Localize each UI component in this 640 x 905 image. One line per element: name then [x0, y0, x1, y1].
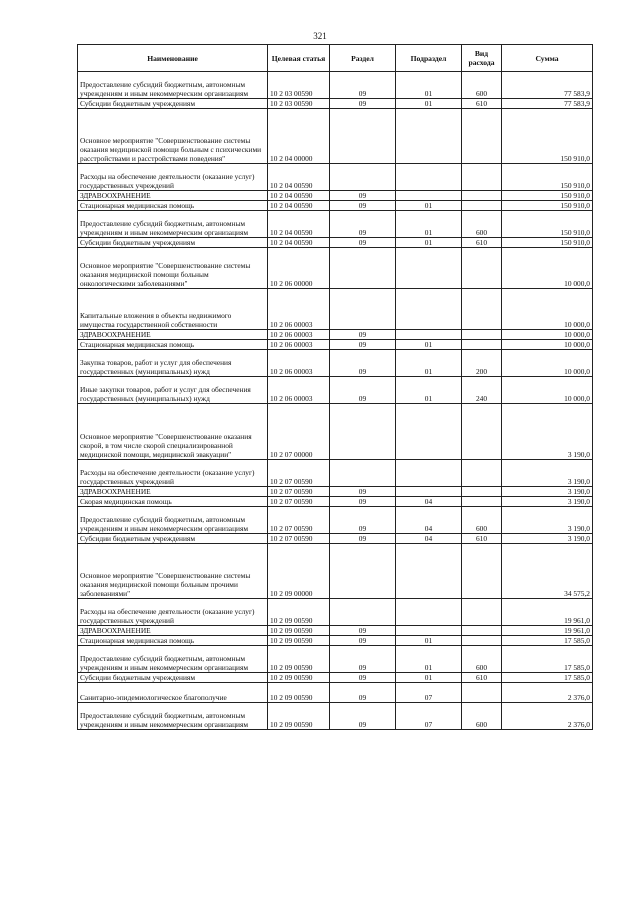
table-row	[78, 72, 593, 99]
cell-type: 610	[462, 673, 502, 683]
cell-sum: 150 910,0	[502, 201, 593, 211]
cell-subsection: 01	[396, 340, 462, 350]
cell-name: Субсидии бюджетным учреждениям	[78, 238, 268, 248]
cell-name: Иные закупки товаров, работ и услуг для обеспечения государственных (муниципальных) нужд	[78, 377, 268, 404]
cell-name: Закупка товаров, работ и услуг для обеспечения государственных (муниципальных) нужд	[78, 350, 268, 377]
table-row	[78, 507, 593, 534]
cell-name: Предоставление субсидий бюджетным, автономным учреждениям и иным некоммерческим организациям	[78, 646, 268, 673]
header-subsection: Подраздел	[396, 45, 462, 72]
table-row	[78, 646, 593, 673]
cell-sum: 3 190,0	[502, 534, 593, 544]
cell-subsection: 04	[396, 534, 462, 544]
cell-code: 10 2 09 00590	[268, 599, 330, 626]
cell-name: Капитальные вложения в объекты недвижимого имущества государственной собственности	[78, 289, 268, 330]
cell-section: 09	[330, 330, 396, 340]
cell-sum: 34 575,2	[502, 544, 593, 599]
table-body	[78, 72, 593, 730]
cell-code: 10 2 04 00590	[268, 201, 330, 211]
cell-code: 10 2 07 00590	[268, 460, 330, 487]
cell-name: Скорая медицинская помощь	[78, 497, 268, 507]
cell-type	[462, 636, 502, 646]
cell-section	[330, 248, 396, 289]
table-row	[78, 248, 593, 289]
cell-code: 10 2 06 00003	[268, 289, 330, 330]
cell-section: 09	[330, 191, 396, 201]
cell-sum: 150 910,0	[502, 211, 593, 238]
cell-type: 240	[462, 377, 502, 404]
cell-subsection: 07	[396, 703, 462, 730]
table-row	[78, 460, 593, 487]
cell-section: 09	[330, 626, 396, 636]
cell-type	[462, 201, 502, 211]
cell-type	[462, 330, 502, 340]
cell-name: Расходы на обеспечение деятельности (оказание услуг) государственных учреждений	[78, 460, 268, 487]
cell-code: 10 2 09 00590	[268, 703, 330, 730]
cell-type	[462, 544, 502, 599]
table-row	[78, 330, 593, 340]
cell-subsection	[396, 164, 462, 191]
cell-subsection: 01	[396, 201, 462, 211]
cell-type	[462, 497, 502, 507]
header-section: Раздел	[330, 45, 396, 72]
table-row	[78, 191, 593, 201]
cell-subsection	[396, 599, 462, 626]
cell-name: Стационарная медицинская помощь	[78, 340, 268, 350]
cell-name: Основное мероприятие "Совершенствование оказания скорой, в том числе скорой специализированной медицинской помощи, медицинской эвакуации"	[78, 404, 268, 460]
table-row	[78, 289, 593, 330]
cell-section: 09	[330, 340, 396, 350]
cell-code: 10 2 09 00590	[268, 673, 330, 683]
cell-subsection: 01	[396, 646, 462, 673]
cell-code: 10 2 04 00590	[268, 238, 330, 248]
cell-sum: 19 961,0	[502, 626, 593, 636]
cell-name: ЗДРАВООХРАНЕНИЕ	[78, 626, 268, 636]
cell-code: 10 2 04 00590	[268, 191, 330, 201]
cell-subsection	[396, 330, 462, 340]
cell-subsection: 01	[396, 238, 462, 248]
cell-code: 10 2 06 00003	[268, 350, 330, 377]
cell-code: 10 2 04 00000	[268, 109, 330, 164]
cell-type: 600	[462, 211, 502, 238]
cell-subsection	[396, 191, 462, 201]
cell-type: 610	[462, 238, 502, 248]
cell-section: 09	[330, 211, 396, 238]
table-row	[78, 626, 593, 636]
cell-section: 09	[330, 646, 396, 673]
cell-sum: 19 961,0	[502, 599, 593, 626]
cell-name: Предоставление субсидий бюджетным, автономным учреждениям и иным некоммерческим организациям	[78, 507, 268, 534]
cell-sum: 3 190,0	[502, 507, 593, 534]
cell-type	[462, 487, 502, 497]
cell-subsection	[396, 289, 462, 330]
cell-section: 09	[330, 201, 396, 211]
header-code: Целевая статья	[268, 45, 330, 72]
cell-code: 10 2 04 00590	[268, 211, 330, 238]
cell-name: ЗДРАВООХРАНЕНИЕ	[78, 191, 268, 201]
cell-type	[462, 340, 502, 350]
cell-name: Субсидии бюджетным учреждениям	[78, 534, 268, 544]
cell-type	[462, 404, 502, 460]
cell-sum: 10 000,0	[502, 340, 593, 350]
cell-code: 10 2 09 00000	[268, 544, 330, 599]
cell-subsection	[396, 626, 462, 636]
cell-code: 10 2 07 00590	[268, 497, 330, 507]
table-row	[78, 534, 593, 544]
table-row	[78, 238, 593, 248]
cell-name: Предоставление субсидий бюджетным, автономным учреждениям и иным некоммерческим организациям	[78, 703, 268, 730]
cell-section	[330, 289, 396, 330]
cell-name: Расходы на обеспечение деятельности (оказание услуг) государственных учреждений	[78, 599, 268, 626]
cell-code: 10 2 03 00590	[268, 99, 330, 109]
cell-name: Стационарная медицинская помощь	[78, 201, 268, 211]
cell-type	[462, 109, 502, 164]
cell-section: 09	[330, 673, 396, 683]
cell-type	[462, 626, 502, 636]
cell-subsection: 01	[396, 673, 462, 683]
cell-sum: 150 910,0	[502, 164, 593, 191]
cell-type: 200	[462, 350, 502, 377]
cell-sum: 2 376,0	[502, 683, 593, 703]
table-row	[78, 703, 593, 730]
cell-sum: 10 000,0	[502, 248, 593, 289]
cell-type: 600	[462, 507, 502, 534]
cell-type: 610	[462, 534, 502, 544]
cell-name: Предоставление субсидий бюджетным, автономным учреждениям и иным некоммерческим организациям	[78, 211, 268, 238]
cell-subsection: 01	[396, 636, 462, 646]
cell-section: 09	[330, 507, 396, 534]
cell-sum: 3 190,0	[502, 497, 593, 507]
cell-sum: 10 000,0	[502, 289, 593, 330]
cell-sum: 150 910,0	[502, 109, 593, 164]
cell-name: Субсидии бюджетным учреждениям	[78, 99, 268, 109]
table-row	[78, 673, 593, 683]
cell-sum: 10 000,0	[502, 350, 593, 377]
table-row	[78, 404, 593, 460]
cell-code: 10 2 04 00590	[268, 164, 330, 191]
cell-sum: 3 190,0	[502, 460, 593, 487]
cell-name: Основное мероприятие "Совершенствование системы оказания медицинской помощи больным онкологическими заболеваниями"	[78, 248, 268, 289]
cell-section: 09	[330, 72, 396, 99]
cell-sum: 2 376,0	[502, 703, 593, 730]
cell-subsection: 01	[396, 211, 462, 238]
header-sum: Сумма	[502, 45, 593, 72]
cell-section: 09	[330, 99, 396, 109]
table-row	[78, 636, 593, 646]
cell-subsection: 01	[396, 350, 462, 377]
budget-table	[77, 44, 593, 730]
page-number: 321	[313, 31, 327, 41]
table-row	[78, 99, 593, 109]
cell-section: 09	[330, 534, 396, 544]
cell-sum: 3 190,0	[502, 404, 593, 460]
cell-name: ЗДРАВООХРАНЕНИЕ	[78, 487, 268, 497]
cell-name: Основное мероприятие "Совершенствование системы оказания медицинской помощи больным с психическими расстройствами и расстройствами поведения"	[78, 109, 268, 164]
cell-code: 10 2 09 00590	[268, 683, 330, 703]
cell-section: 09	[330, 497, 396, 507]
cell-subsection	[396, 487, 462, 497]
cell-code: 10 2 06 00003	[268, 377, 330, 404]
cell-section: 09	[330, 683, 396, 703]
cell-sum: 77 583,9	[502, 99, 593, 109]
table-row	[78, 599, 593, 626]
table-row	[78, 340, 593, 350]
table-row	[78, 487, 593, 497]
cell-sum: 150 910,0	[502, 238, 593, 248]
cell-section	[330, 164, 396, 191]
cell-code: 10 2 06 00003	[268, 330, 330, 340]
cell-sum: 10 000,0	[502, 330, 593, 340]
cell-type	[462, 289, 502, 330]
cell-type: 600	[462, 703, 502, 730]
cell-subsection: 04	[396, 507, 462, 534]
cell-type	[462, 460, 502, 487]
cell-section	[330, 599, 396, 626]
cell-sum: 17 585,0	[502, 646, 593, 673]
cell-type: 610	[462, 99, 502, 109]
cell-section	[330, 544, 396, 599]
cell-code: 10 2 07 00590	[268, 487, 330, 497]
table-row	[78, 211, 593, 238]
table-row	[78, 109, 593, 164]
cell-type	[462, 683, 502, 703]
cell-code: 10 2 07 00590	[268, 534, 330, 544]
cell-sum: 150 910,0	[502, 191, 593, 201]
table-row	[78, 377, 593, 404]
cell-subsection	[396, 248, 462, 289]
cell-name: Субсидии бюджетным учреждениям	[78, 673, 268, 683]
cell-subsection: 01	[396, 99, 462, 109]
cell-subsection	[396, 544, 462, 599]
cell-name: Расходы на обеспечение деятельности (оказание услуг) государственных учреждений	[78, 164, 268, 191]
cell-section: 09	[330, 636, 396, 646]
cell-name: Стационарная медицинская помощь	[78, 636, 268, 646]
table-row	[78, 497, 593, 507]
table-row	[78, 164, 593, 191]
cell-section	[330, 460, 396, 487]
cell-sum: 17 585,0	[502, 636, 593, 646]
table-row	[78, 350, 593, 377]
cell-type	[462, 248, 502, 289]
cell-name: ЗДРАВООХРАНЕНИЕ	[78, 330, 268, 340]
cell-subsection	[396, 109, 462, 164]
cell-type: 600	[462, 646, 502, 673]
cell-sum: 17 585,0	[502, 673, 593, 683]
cell-name: Основное мероприятие "Совершенствование системы оказания медицинской помощи больным прочими заболеваниями"	[78, 544, 268, 599]
cell-type	[462, 599, 502, 626]
header-type: Вид расхода	[462, 45, 502, 72]
table-header-row	[78, 45, 593, 72]
cell-section: 09	[330, 377, 396, 404]
cell-sum: 3 190,0	[502, 487, 593, 497]
table-row	[78, 201, 593, 211]
cell-section: 09	[330, 487, 396, 497]
table-row	[78, 544, 593, 599]
cell-subsection	[396, 460, 462, 487]
cell-section	[330, 404, 396, 460]
cell-type: 600	[462, 72, 502, 99]
cell-section: 09	[330, 238, 396, 248]
cell-section: 09	[330, 350, 396, 377]
cell-code: 10 2 09 00590	[268, 646, 330, 673]
cell-section	[330, 109, 396, 164]
cell-subsection	[396, 404, 462, 460]
cell-code: 10 2 07 00590	[268, 507, 330, 534]
cell-type	[462, 164, 502, 191]
cell-code: 10 2 03 00590	[268, 72, 330, 99]
cell-code: 10 2 06 00000	[268, 248, 330, 289]
cell-code: 10 2 09 00590	[268, 636, 330, 646]
cell-name: Санитарно-эпидемиологическое благополучие	[78, 683, 268, 703]
cell-sum: 77 583,9	[502, 72, 593, 99]
cell-subsection: 04	[396, 497, 462, 507]
cell-subsection: 01	[396, 377, 462, 404]
cell-code: 10 2 07 00000	[268, 404, 330, 460]
cell-type	[462, 191, 502, 201]
table-row	[78, 683, 593, 703]
cell-code: 10 2 06 00003	[268, 340, 330, 350]
cell-section: 09	[330, 703, 396, 730]
cell-code: 10 2 09 00590	[268, 626, 330, 636]
cell-sum: 10 000,0	[502, 377, 593, 404]
cell-subsection: 07	[396, 683, 462, 703]
cell-subsection: 01	[396, 72, 462, 99]
cell-name: Предоставление субсидий бюджетным, автономным учреждениям и иным некоммерческим организациям	[78, 72, 268, 99]
header-name: Наименование	[78, 45, 268, 72]
